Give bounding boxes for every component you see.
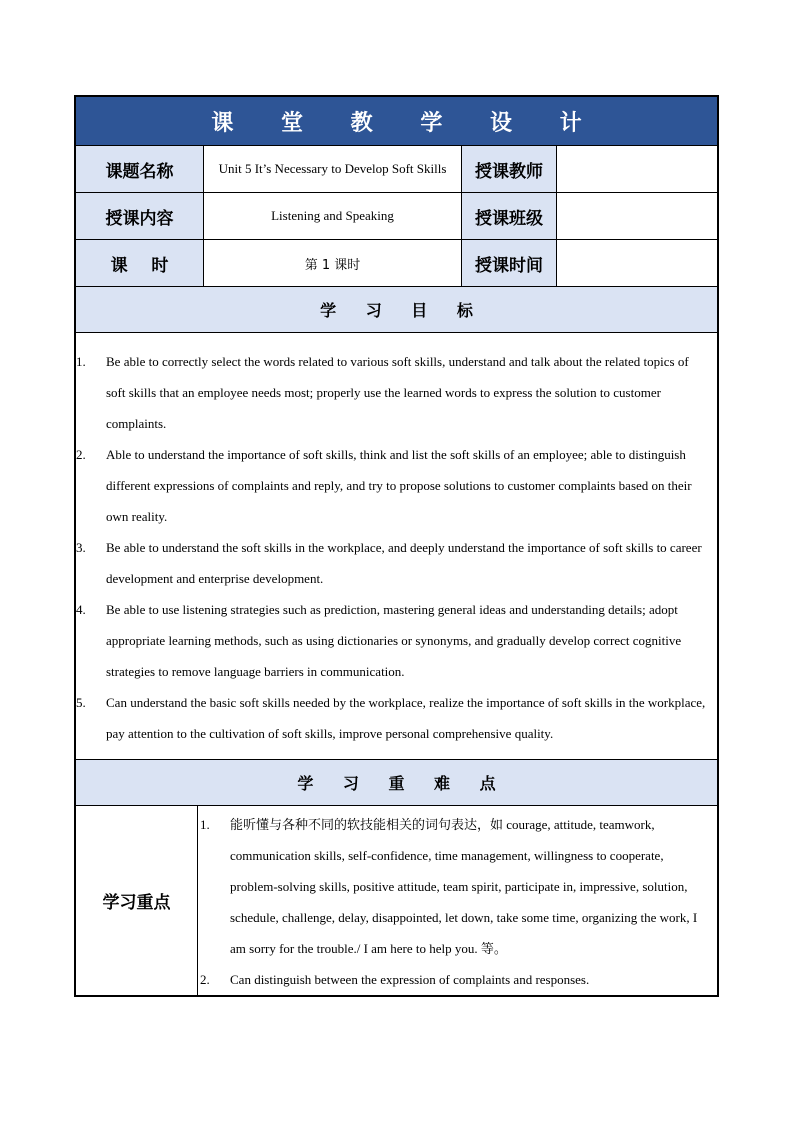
item-number: 5. (76, 695, 86, 710)
topic-label: 课题名称 (76, 146, 204, 192)
item-text: Can understand the basic soft skills needed by the workplace, realize the importance of soft skills in the workplace, pay attention to the cultivation of soft skills, improve personal comprehensive quality. (106, 695, 706, 741)
list-item (198, 809, 703, 964)
list-item (76, 687, 709, 749)
teacher-value (557, 146, 717, 192)
list-item (76, 346, 709, 439)
list-item (76, 532, 709, 594)
teacher-label: 授课教师 (462, 146, 557, 192)
info-row-period (76, 240, 717, 287)
item-text: Be able to understand the soft skills in the workplace, and deeply understand the importance of soft skills to career development and enterprise development. (106, 540, 702, 586)
period-label (76, 240, 204, 286)
class-value (557, 193, 717, 239)
objectives-list (76, 333, 717, 760)
objectives-heading: 学 习 目 标 (320, 301, 485, 320)
topic-value: Unit 5 It’s Necessary to Develop Soft Skills (204, 146, 462, 192)
class-label: 授课班级 (462, 193, 557, 239)
item-number: 1. (76, 354, 86, 369)
item-text: 能听懂与各种不同的软技能相关的词句表达，如 courage, attitude, teamwork, communication skills, self-confidence, time management, willingness to cooperate, problem-solving skills, positive attitude, team spirit, participate in, impressive, solution, schedule, challenge, delay, disappointed, let down, take some time, organizing the work, I am sorry for the trouble./ I am here to help you. 等。 (230, 817, 698, 956)
time-value (557, 240, 717, 286)
item-number: 2. (200, 972, 210, 987)
info-row-content (76, 193, 717, 240)
key-points-row (76, 806, 717, 995)
list-item (198, 964, 703, 995)
key-points-heading-bar (76, 760, 717, 806)
key-points-list (198, 806, 717, 995)
period-value: 第 1 课时 (204, 240, 462, 286)
key-points-label: 学习重点 (76, 806, 198, 995)
doc-title-bar (76, 97, 717, 146)
item-number: 1. (200, 817, 210, 832)
lesson-plan-table (74, 95, 719, 997)
list-item (76, 594, 709, 687)
item-text: Can distinguish between the expression of complaints and responses. (230, 972, 590, 987)
doc-title: 课 堂 教 学 设 计 (211, 110, 602, 136)
content-label: 授课内容 (76, 193, 204, 239)
item-number: 3. (76, 540, 86, 555)
list-item (76, 439, 709, 532)
info-row-topic (76, 146, 717, 193)
item-text: Be able to correctly select the words related to various soft skills, understand and talk about the related topics of soft skills that an employee needs most; properly use the learned words to express the solution to customer complaints. (106, 354, 689, 431)
item-text: Be able to use listening strategies such as prediction, mastering general ideas and understanding details; adopt appropriate learning methods, such as using dictionaries or synonyms, and gradually develop correct cognitive strategies to remove language barriers in communication. (106, 602, 682, 679)
content-value: Listening and Speaking (204, 193, 462, 239)
objectives-heading-bar (76, 287, 717, 333)
item-number: 2. (76, 447, 86, 462)
item-text: Able to understand the importance of soft skills, think and list the soft skills of an employee; able to distinguish different expressions of complaints and reply, and try to propose solutions to customer complaints based on their own reality. (106, 447, 692, 524)
time-label: 授课时间 (462, 240, 557, 286)
period-label-text: 课 时 (110, 255, 169, 276)
key-points-heading: 学 习 重 难 点 (297, 774, 508, 793)
item-number: 4. (76, 602, 86, 617)
